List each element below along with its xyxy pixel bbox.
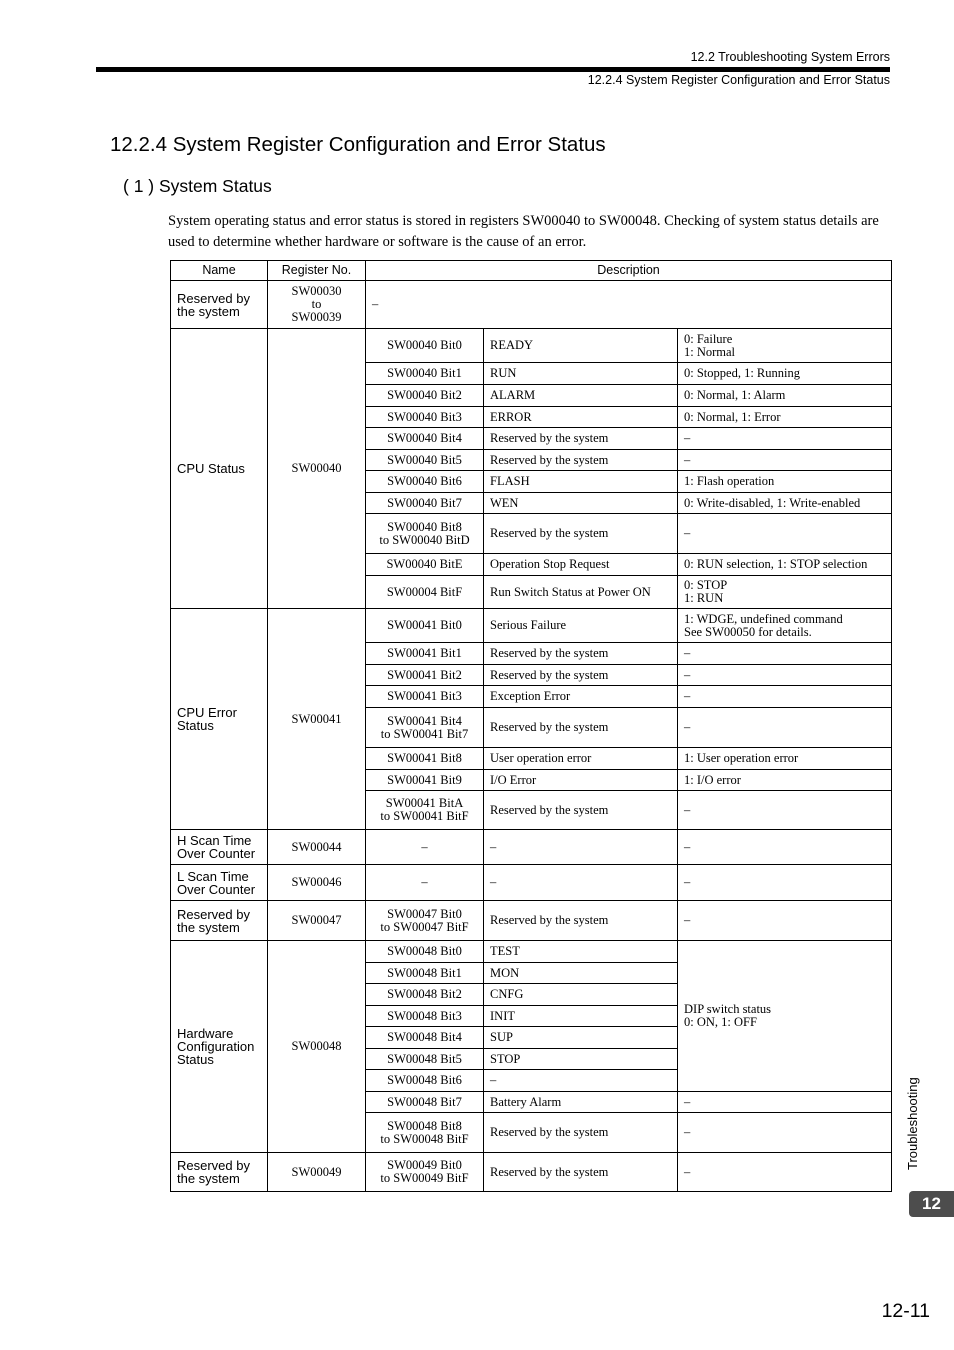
item-cell: Exception Error	[484, 686, 678, 708]
bit-cell: SW00049 Bit0 to SW00049 BitF	[366, 1153, 484, 1192]
bit-cell: –	[366, 830, 484, 865]
value-cell: 0: Write-disabled, 1: Write-enabled	[678, 493, 892, 514]
value-cell: 0: Normal, 1: Alarm	[678, 385, 892, 407]
item-cell: RUN	[484, 363, 678, 385]
running-header-subsection: 12.2.4 System Register Configuration and Error Status	[587, 73, 890, 87]
item-cell: MON	[484, 963, 678, 984]
register-number: SW00041	[268, 609, 366, 830]
item-cell: Reserved by the system	[484, 665, 678, 686]
item-cell: CNFG	[484, 984, 678, 1006]
header-rule	[96, 67, 890, 72]
item-cell: Reserved by the system	[484, 643, 678, 665]
value-cell: 0: Failure 1: Normal	[678, 329, 892, 363]
bit-cell: SW00040 Bit3	[366, 407, 484, 428]
register-group-name: Reserved by the system	[171, 901, 268, 941]
bit-cell: SW00048 Bit2	[366, 984, 484, 1006]
value-cell: –	[678, 1113, 892, 1153]
item-cell: Reserved by the system	[484, 450, 678, 471]
value-cell: 1: Flash operation	[678, 471, 892, 493]
bit-cell: –	[366, 865, 484, 901]
bit-cell: SW00040 Bit4	[366, 428, 484, 450]
bit-cell: SW00041 Bit1	[366, 643, 484, 665]
register-group-name: CPU Status	[171, 329, 268, 609]
value-cell: 1: WDGE, undefined command See SW00050 for details.	[678, 609, 892, 643]
value-cell: 0: RUN selection, 1: STOP selection	[678, 554, 892, 576]
value-cell: –	[678, 830, 892, 865]
table-row	[171, 609, 892, 643]
bit-cell: SW00040 BitE	[366, 554, 484, 576]
bit-cell: SW00047 Bit0 to SW00047 BitF	[366, 901, 484, 941]
bit-cell: SW00048 Bit5	[366, 1049, 484, 1070]
value-cell: 0: STOP 1: RUN	[678, 576, 892, 609]
bit-cell: SW00040 Bit6	[366, 471, 484, 493]
register-group-name: CPU Error Status	[171, 609, 268, 830]
table-body	[171, 281, 892, 1192]
value-cell: –	[678, 450, 892, 471]
item-cell: SUP	[484, 1027, 678, 1049]
item-cell: Reserved by the system	[484, 1153, 678, 1192]
value-cell: 1: I/O error	[678, 770, 892, 791]
bit-cell: SW00048 Bit8 to SW00048 BitF	[366, 1113, 484, 1153]
page-number: 12-11	[881, 1300, 930, 1322]
system-status-table	[170, 260, 892, 1192]
value-cell: –	[678, 708, 892, 748]
bit-cell: SW00040 Bit7	[366, 493, 484, 514]
value-cell: 0: Stopped, 1: Running	[678, 363, 892, 385]
register-number: SW00047	[268, 901, 366, 941]
item-cell: STOP	[484, 1049, 678, 1070]
value-cell: DIP switch status 0: ON, 1: OFF	[678, 941, 892, 1092]
item-cell: TEST	[484, 941, 678, 963]
description-cell: –	[366, 281, 892, 329]
header-name: Name	[171, 261, 268, 281]
table-row	[171, 1153, 892, 1192]
item-cell: Serious Failure	[484, 609, 678, 643]
table-row	[171, 901, 892, 941]
item-cell: –	[484, 1070, 678, 1092]
bit-cell: SW00048 Bit1	[366, 963, 484, 984]
register-number: SW00049	[268, 1153, 366, 1192]
item-cell: Reserved by the system	[484, 1113, 678, 1153]
value-cell: 0: Normal, 1: Error	[678, 407, 892, 428]
table-row	[171, 865, 892, 901]
header-register: Register No.	[268, 261, 366, 281]
bit-cell: SW00041 Bit9	[366, 770, 484, 791]
bit-cell: SW00041 Bit8	[366, 748, 484, 770]
register-group-name: Reserved by the system	[171, 1153, 268, 1192]
running-header-section: 12.2 Troubleshooting System Errors	[690, 50, 890, 64]
item-cell: Reserved by the system	[484, 428, 678, 450]
section-title: 12.2.4 System Register Configuration and Error Status	[110, 133, 606, 156]
bit-cell: SW00048 Bit6	[366, 1070, 484, 1092]
item-cell: ALARM	[484, 385, 678, 407]
item-cell: Reserved by the system	[484, 901, 678, 941]
register-group-name: L Scan Time Over Counter	[171, 865, 268, 901]
item-cell: I/O Error	[484, 770, 678, 791]
item-cell: –	[484, 865, 678, 901]
header-description: Description	[366, 261, 892, 281]
value-cell: –	[678, 514, 892, 554]
table-row	[171, 830, 892, 865]
value-cell: –	[678, 791, 892, 830]
item-cell: –	[484, 830, 678, 865]
intro-paragraph: System operating status and error status is stored in registers SW00040 to SW00048. Checking of system status details are used to determine whether hardware or software is the cause of an error.	[168, 213, 879, 250]
bit-cell: SW00048 Bit7	[366, 1092, 484, 1113]
item-cell: WEN	[484, 493, 678, 514]
table-row	[171, 329, 892, 363]
bit-cell: SW00048 Bit4	[366, 1027, 484, 1049]
bit-cell: SW00041 Bit3	[366, 686, 484, 708]
value-cell: –	[678, 865, 892, 901]
item-cell: Operation Stop Request	[484, 554, 678, 576]
item-cell: READY	[484, 329, 678, 363]
value-cell: –	[678, 901, 892, 941]
bit-cell: SW00040 Bit8 to SW00040 BitD	[366, 514, 484, 554]
value-cell: –	[678, 643, 892, 665]
item-cell: FLASH	[484, 471, 678, 493]
item-cell: Run Switch Status at Power ON	[484, 576, 678, 609]
register-group-name: Reserved by the system	[171, 281, 268, 329]
register-number: SW00040	[268, 329, 366, 609]
item-cell: ERROR	[484, 407, 678, 428]
register-number: SW00044	[268, 830, 366, 865]
chapter-tab: 12	[909, 1191, 954, 1217]
item-cell: Battery Alarm	[484, 1092, 678, 1113]
side-chapter-label: Troubleshooting	[905, 1077, 920, 1170]
bit-cell: SW00041 Bit2	[366, 665, 484, 686]
register-group-name: Hardware Configuration Status	[171, 941, 268, 1153]
bit-cell: SW00040 Bit2	[366, 385, 484, 407]
register-group-name: H Scan Time Over Counter	[171, 830, 268, 865]
bit-cell: SW00040 Bit5	[366, 450, 484, 471]
register-number: SW00046	[268, 865, 366, 901]
table-row	[171, 941, 892, 963]
bit-cell: SW00041 Bit0	[366, 609, 484, 643]
item-cell: Reserved by the system	[484, 791, 678, 830]
value-cell: –	[678, 665, 892, 686]
table-header-row	[171, 261, 892, 281]
bit-cell: SW00040 Bit0	[366, 329, 484, 363]
bit-cell: SW00048 Bit0	[366, 941, 484, 963]
register-number: SW00048	[268, 941, 366, 1153]
table-row	[171, 281, 892, 329]
item-cell: Reserved by the system	[484, 708, 678, 748]
bit-cell: SW00048 Bit3	[366, 1006, 484, 1027]
value-cell: –	[678, 428, 892, 450]
value-cell: –	[678, 686, 892, 708]
value-cell: 1: User operation error	[678, 748, 892, 770]
value-cell: –	[678, 1153, 892, 1192]
item-cell: INIT	[484, 1006, 678, 1027]
subsection-title: ( 1 ) System Status	[123, 176, 272, 196]
item-cell: User operation error	[484, 748, 678, 770]
bit-cell: SW00004 BitF	[366, 576, 484, 609]
value-cell: –	[678, 1092, 892, 1113]
bit-cell: SW00041 Bit4 to SW00041 Bit7	[366, 708, 484, 748]
bit-cell: SW00040 Bit1	[366, 363, 484, 385]
item-cell: Reserved by the system	[484, 514, 678, 554]
register-number: SW00030 to SW00039	[268, 281, 366, 329]
bit-cell: SW00041 BitA to SW00041 BitF	[366, 791, 484, 830]
